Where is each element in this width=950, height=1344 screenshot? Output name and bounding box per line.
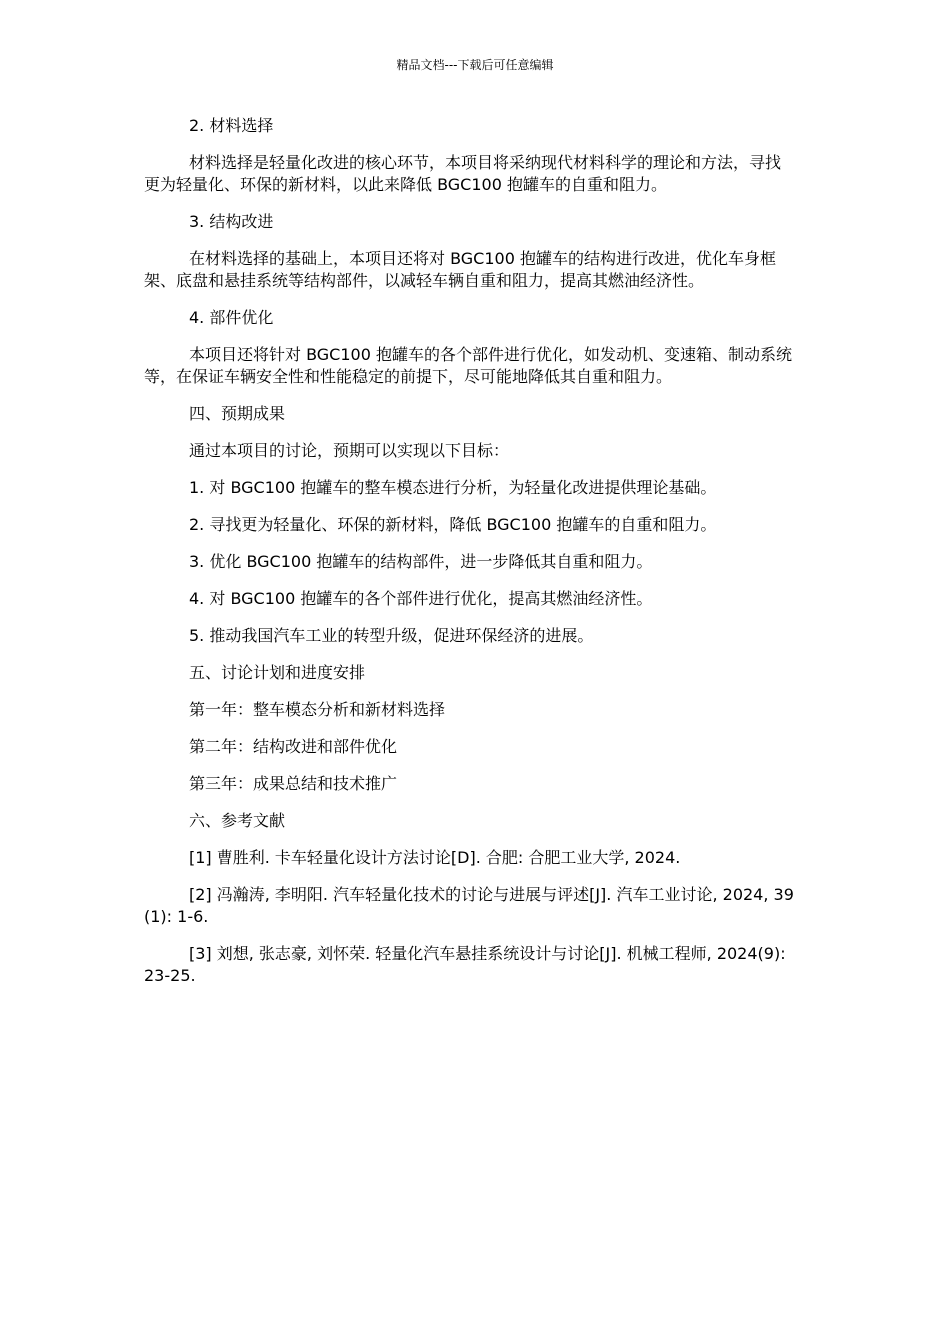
page-header: 精品文档---下载后可任意编辑 xyxy=(396,58,554,72)
reference-item: [3] 刘想, 张志豪, 刘怀荣. 轻量化汽车悬挂系统设计与讨论[J]. 机械工程师, 2024(9): 23-25. xyxy=(144,944,786,985)
schedule-item: 第一年：整车模态分析和新材料选择 xyxy=(189,700,446,719)
schedule-item: 第三年：成果总结和技术推广 xyxy=(189,774,398,793)
goal-item: 4. 对 BGC100 抱罐车的各个部件进行优化，提高其燃油经济性。 xyxy=(189,589,653,608)
goal-item: 2. 寻找更为轻量化、环保的新材料，降低 BGC100 抱罐车的自重和阻力。 xyxy=(189,515,717,534)
section-heading-structure: 3. 结构改进 xyxy=(189,212,274,231)
goal-item: 1. 对 BGC100 抱罐车的整车模态进行分析，为轻量化改进提供理论基础。 xyxy=(189,478,717,497)
paragraph-structure: 在材料选择的基础上，本项目还将对 BGC100 抱罐车的结构进行改进，优化车身框架、底盘和悬挂系统等结构部件，以减轻车辆自重和阻力，提高其燃油经济性。 xyxy=(144,249,776,290)
paragraph-material: 材料选择是轻量化改进的核心环节，本项目将采纳现代材料科学的理论和方法，寻找更为轻量化、环保的新材料，以此来降低 BGC100 抱罐车的自重和阻力。 xyxy=(144,153,782,194)
paragraph-goals-intro: 通过本项目的讨论，预期可以实现以下目标： xyxy=(189,441,510,460)
document-body xyxy=(144,115,796,987)
goal-item: 3. 优化 BGC100 抱罐车的结构部件，进一步降低其自重和阻力。 xyxy=(189,552,653,571)
section-heading-material: 2. 材料选择 xyxy=(189,116,274,135)
section-heading-references: 六、参考文献 xyxy=(189,811,286,830)
reference-item: [1] 曹胜利. 卡车轻量化设计方法讨论[D]. 合肥: 合肥工业大学, 2024. xyxy=(189,848,681,867)
section-heading-expected-results: 四、预期成果 xyxy=(189,404,286,423)
section-heading-components: 4. 部件优化 xyxy=(189,308,274,327)
schedule-item: 第二年：结构改进和部件优化 xyxy=(189,737,398,756)
goal-item: 5. 推动我国汽车工业的转型升级，促进环保经济的进展。 xyxy=(189,626,594,645)
section-heading-schedule: 五、讨论计划和进度安排 xyxy=(189,663,366,682)
reference-item: [2] 冯瀚涛, 李明阳. 汽车轻量化技术的讨论与进展与评述[J]. 汽车工业讨论, 2024, 39(1): 1-6. xyxy=(144,885,794,926)
paragraph-components: 本项目还将针对 BGC100 抱罐车的各个部件进行优化，如发动机、变速箱、制动系统等，在保证车辆安全性和性能稳定的前提下，尽可能地降低其自重和阻力。 xyxy=(144,345,792,386)
